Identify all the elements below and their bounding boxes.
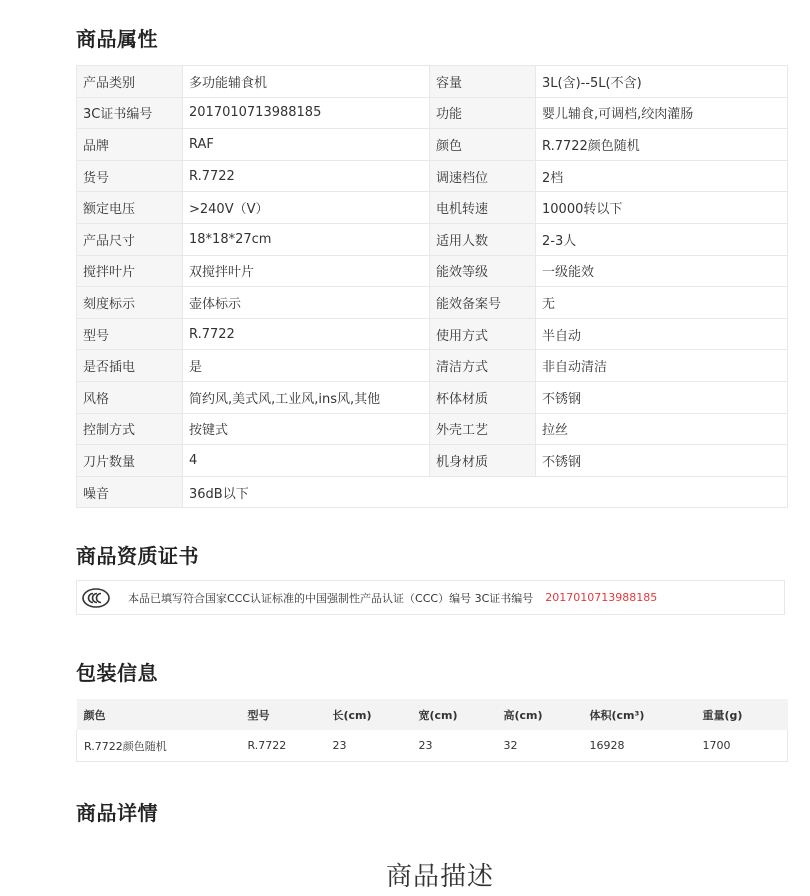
- attributes-table: [76, 65, 788, 508]
- packing-row: [77, 730, 788, 762]
- packing-table: [76, 699, 788, 762]
- attribute-value: 无: [536, 287, 788, 319]
- attribute-key: 能效等级: [430, 255, 536, 287]
- attribute-value: 3L(含)--5L(不含): [536, 66, 788, 98]
- attribute-value: 半自动: [536, 318, 788, 350]
- attribute-row: [77, 66, 788, 98]
- packing-header-cell: 长(cm): [326, 699, 412, 730]
- description-heading: 商品描述: [385, 862, 494, 892]
- attribute-value: 10000转以下: [536, 192, 788, 224]
- attribute-key: 产品尺寸: [77, 223, 183, 255]
- packing-cell: R.7722颜色随机: [77, 730, 241, 762]
- attribute-value: 拉丝: [536, 413, 788, 445]
- attribute-key: 颜色: [430, 129, 536, 161]
- details-title: 商品详情: [76, 801, 158, 825]
- attribute-row: [77, 192, 788, 224]
- attribute-key: 能效备案号: [430, 287, 536, 319]
- attribute-key: 噪音: [77, 476, 183, 508]
- attribute-key: 控制方式: [77, 413, 183, 445]
- attribute-key: 清洁方式: [430, 350, 536, 382]
- packing-header-cell: 型号: [241, 699, 326, 730]
- attribute-value: 18*18*27cm: [183, 223, 430, 255]
- attribute-key: 机身材质: [430, 445, 536, 477]
- attribute-key: 刻度标示: [77, 287, 183, 319]
- attribute-value: 壶体标示: [183, 287, 430, 319]
- attribute-row: [77, 129, 788, 161]
- attribute-value: 不锈钢: [536, 381, 788, 413]
- attribute-value: 按键式: [183, 413, 430, 445]
- packing-cell: 16928: [583, 730, 696, 762]
- attribute-key: 搅拌叶片: [77, 255, 183, 287]
- ccc-icon: [82, 587, 110, 609]
- attribute-value: 不锈钢: [536, 445, 788, 477]
- certificate-number: 2017010713988185: [545, 591, 658, 604]
- attribute-value: 2017010713988185: [183, 97, 430, 129]
- attribute-row: [77, 350, 788, 382]
- attribute-value: 2-3人: [536, 223, 788, 255]
- attribute-value: 4: [183, 445, 430, 477]
- attribute-row: [77, 413, 788, 445]
- attribute-row: [77, 255, 788, 287]
- attribute-value: R.7722颜色随机: [536, 129, 788, 161]
- attribute-key: 调速档位: [430, 160, 536, 192]
- attribute-key: 额定电压: [77, 192, 183, 224]
- attribute-key: 风格: [77, 381, 183, 413]
- packing-cell: 23: [412, 730, 497, 762]
- packing-cell: 23: [326, 730, 412, 762]
- packing-header-cell: 宽(cm): [412, 699, 497, 730]
- packing-cell: 32: [497, 730, 583, 762]
- packing-header-cell: 高(cm): [497, 699, 583, 730]
- attribute-value: 简约风,美式风,工业风,ins风,其他: [183, 381, 430, 413]
- attribute-value: 36dB以下: [183, 476, 788, 508]
- attribute-value: 多功能辅食机: [183, 66, 430, 98]
- attribute-row: [77, 318, 788, 350]
- attribute-row: [77, 381, 788, 413]
- attribute-row: [77, 97, 788, 129]
- attribute-value: R.7722: [183, 318, 430, 350]
- certificate-text: 本品已填写符合国家CCC认证标准的中国强制性产品认证（CCC）编号 3C证书编号: [128, 591, 534, 605]
- packing-header-cell: 重量(g): [696, 699, 788, 730]
- packing-header-row: [77, 699, 788, 730]
- certificate-title: 商品资质证书: [76, 544, 199, 568]
- packing-cell: 1700: [696, 730, 788, 762]
- attribute-value: 双搅拌叶片: [183, 255, 430, 287]
- packing-title: 包装信息: [76, 661, 158, 685]
- attribute-key: 使用方式: [430, 318, 536, 350]
- attribute-row: [77, 445, 788, 477]
- packing-header-cell: 体积(cm³): [583, 699, 696, 730]
- attribute-key: 功能: [430, 97, 536, 129]
- attribute-key: 杯体材质: [430, 381, 536, 413]
- attributes-title: 商品属性: [76, 27, 158, 51]
- attribute-row: [77, 223, 788, 255]
- attribute-key: 刀片数量: [77, 445, 183, 477]
- attribute-value: 一级能效: [536, 255, 788, 287]
- attribute-key: 品牌: [77, 129, 183, 161]
- attribute-value: R.7722: [183, 160, 430, 192]
- attribute-key: 外壳工艺: [430, 413, 536, 445]
- attribute-row: [77, 476, 788, 508]
- attribute-value: 是: [183, 350, 430, 382]
- attribute-key: 货号: [77, 160, 183, 192]
- attribute-key: 电机转速: [430, 192, 536, 224]
- attribute-key: 容量: [430, 66, 536, 98]
- attribute-row: [77, 287, 788, 319]
- attribute-value: 2档: [536, 160, 788, 192]
- attribute-value: 婴儿辅食,可调档,绞肉灌肠: [536, 97, 788, 129]
- attribute-key: 产品类别: [77, 66, 183, 98]
- certificate-box: [76, 580, 785, 615]
- attribute-key: 3C证书编号: [77, 97, 183, 129]
- packing-cell: R.7722: [241, 730, 326, 762]
- attribute-key: 适用人数: [430, 223, 536, 255]
- attribute-key: 是否插电: [77, 350, 183, 382]
- attribute-value: 非自动清洁: [536, 350, 788, 382]
- attribute-row: [77, 160, 788, 192]
- packing-header-cell: 颜色: [77, 699, 241, 730]
- attribute-value: >240V（V）: [183, 192, 430, 224]
- attribute-key: 型号: [77, 318, 183, 350]
- attribute-value: RAF: [183, 129, 430, 161]
